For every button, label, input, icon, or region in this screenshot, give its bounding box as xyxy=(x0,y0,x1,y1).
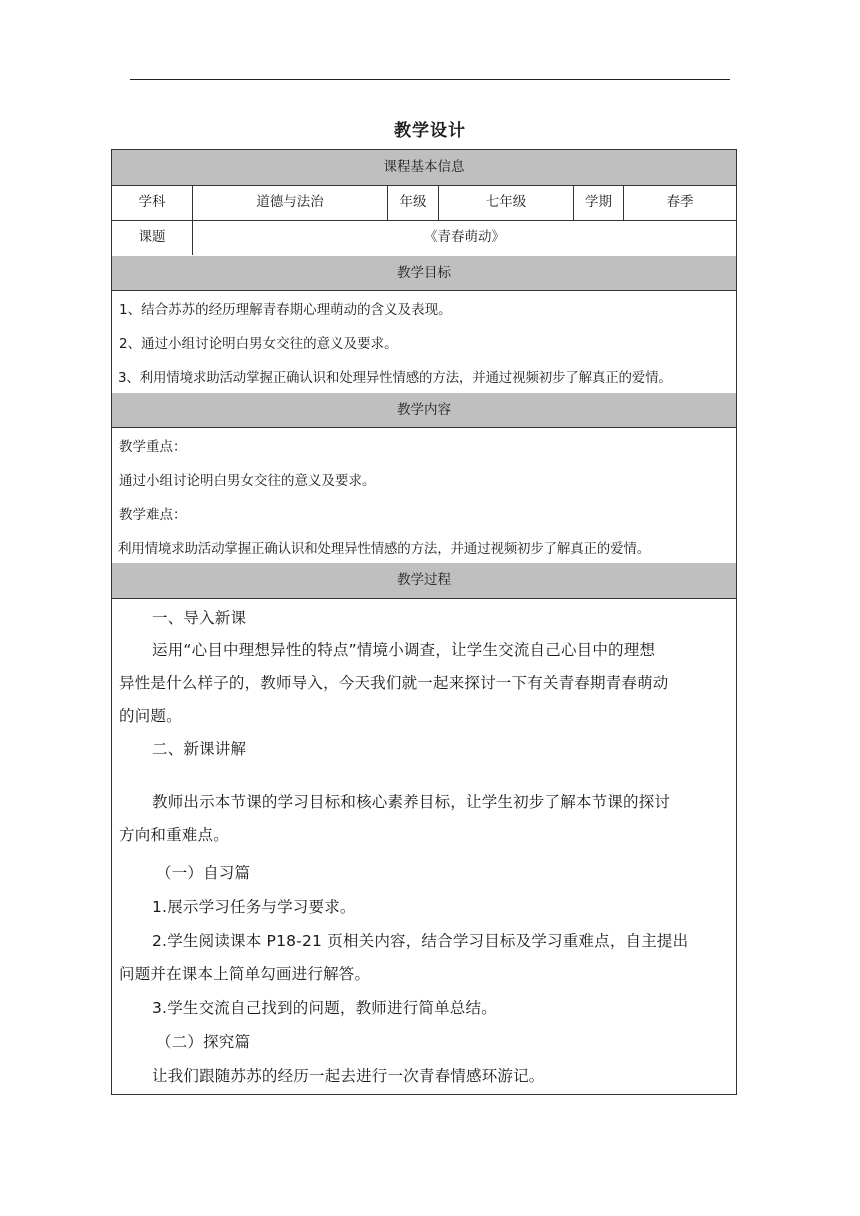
key-point-text: 通过小组讨论明白男女交往的意义及要求。 xyxy=(119,473,376,489)
content-header: 教学内容 xyxy=(112,393,736,427)
term-value: 春季 xyxy=(666,194,694,210)
objective-item: 1、结合苏苏的经历理解青春期心理萌动的含义及表现。 xyxy=(119,302,452,318)
difficulty-label: 教学难点： xyxy=(119,507,187,523)
key-point-label: 教学重点： xyxy=(119,439,187,455)
subject-label: 学科 xyxy=(138,194,166,210)
objective-item: 3、利用情境求助活动掌握正确认识和处理异性情感的方法，并通过视频初步了解真正的爱情。 xyxy=(118,370,672,386)
document-title: 教学设计 xyxy=(394,121,466,141)
objective-item: 2、通过小组讨论明白男女交往的意义及要求。 xyxy=(119,336,398,352)
process-line: 教师出示本节课的学习目标和核心素养目标，让学生初步了解本节课的探讨 xyxy=(152,793,671,811)
process-line: 问题并在课本上简单勾画进行解答。 xyxy=(119,965,371,983)
process-line: 方向和重难点。 xyxy=(119,826,229,844)
process-line: 一、导入新课 xyxy=(152,609,247,627)
process-line: （二）探究篇 xyxy=(156,1033,251,1051)
term-label: 学期 xyxy=(585,194,612,210)
process-line: 二、新课讲解 xyxy=(152,740,247,758)
process-header: 教学过程 xyxy=(112,563,736,598)
process-line: （一）自习篇 xyxy=(156,864,251,882)
process-line: 运用“心目中理想异性的特点”情境小调查，让学生交流自己心目中的理想 xyxy=(152,641,656,659)
objectives-header: 教学目标 xyxy=(112,256,736,290)
process-line: 的问题。 xyxy=(119,707,182,725)
topic-value: 《青春萌动》 xyxy=(424,229,505,245)
subject-value: 道德与法治 xyxy=(256,194,324,210)
grade-label: 年级 xyxy=(399,194,427,210)
process-line: 1.展示学习任务与学习要求。 xyxy=(152,898,356,916)
process-line: 异性是什么样子的，教师导入，今天我们就一起来探讨一下有关青春期青春萌动 xyxy=(119,674,669,692)
process-line: 2.学生阅读课本 P18-21 页相关内容，结合学习目标及学习重难点，自主提出 xyxy=(152,932,689,950)
difficulty-text: 利用情境求助活动掌握正确认识和处理异性情感的方法，并通过视频初步了解真正的爱情。 xyxy=(118,541,650,557)
lesson-plan-table xyxy=(111,149,737,1095)
grade-value: 七年级 xyxy=(485,194,527,210)
topic-label: 课题 xyxy=(138,229,166,245)
process-line: 3.学生交流自己找到的问题，教师进行简单总结。 xyxy=(152,999,497,1017)
header-rule xyxy=(130,79,730,80)
basic-info-header: 课程基本信息 xyxy=(112,150,736,185)
process-line: 让我们跟随苏苏的经历一起去进行一次青春情感环游记。 xyxy=(152,1067,545,1085)
